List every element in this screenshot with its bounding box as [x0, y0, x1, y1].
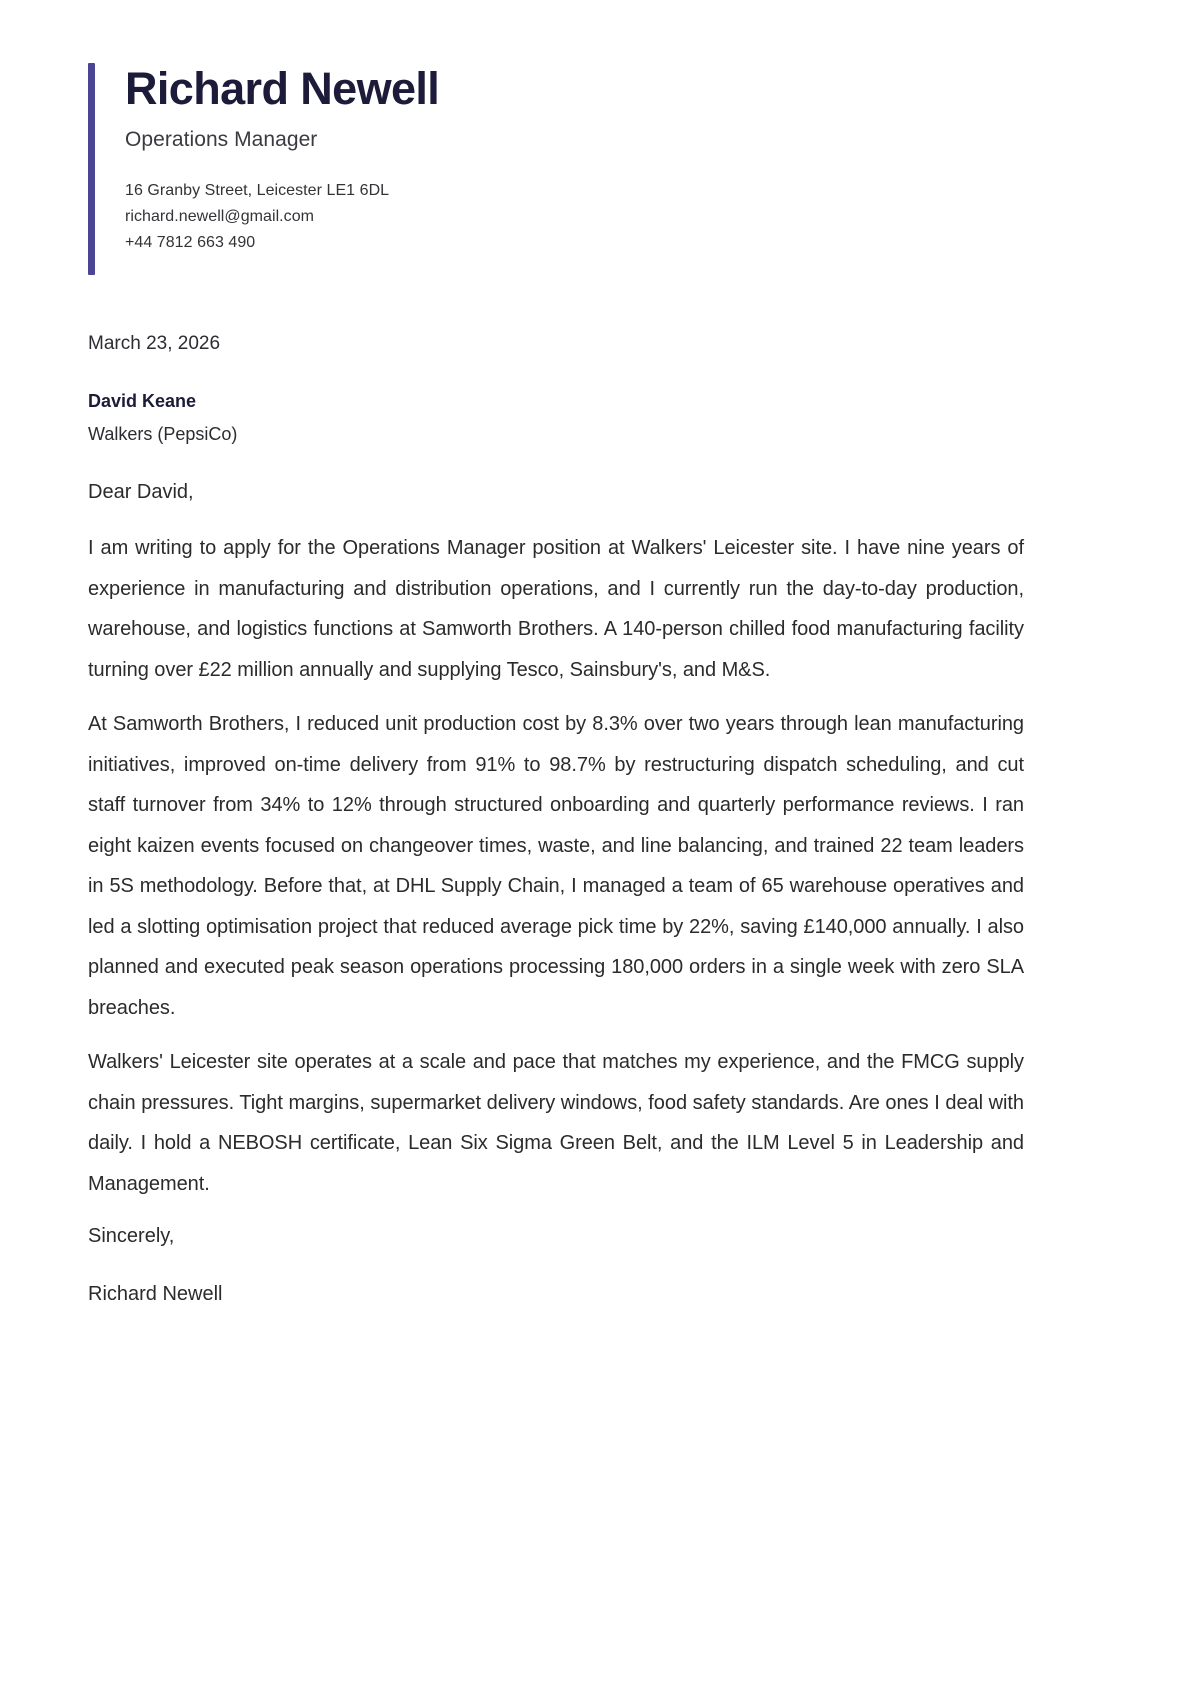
recipient-block [88, 388, 1048, 448]
body-paragraph: Walkers' Leicester site operates at a scale and pace that matches my experience, and the FMCG supply chain pressures. Tight margins, supermarket delivery windows, food safety standards. Are ones I deal with daily. I hold a NEBOSH certificate, Lean Six Sigma Green Belt, and the ILM Level 5 in Leadership and Management. [88, 1051, 1024, 1195]
recipient-name: David Keane [88, 391, 197, 411]
contact-email[interactable]: richard.newell@gmail.com [125, 208, 315, 225]
letter-meta [88, 330, 1048, 448]
accent-bar [88, 63, 95, 275]
body-paragraph: I am writing to apply for the Operations Manager position at Walkers' Leicester site. I have nine years of experience in manufacturing and distribution operations, and I currently run the day-to-day production, warehouse, and logistics functions at Samworth Brothers. A 140-person chilled food manufacturing facility turning over £22 million annually and supplying Tesco, Sainsbury's, and M&S. [88, 537, 1024, 681]
candidate-job-title: Operations Manager [125, 128, 318, 151]
contact-block [125, 178, 1048, 256]
body-paragraph: At Samworth Brothers, I reduced unit production cost by 8.3% over two years through lean manufacturing initiatives, improved on-time delivery from 91% to 98.7% by restructuring dispatch scheduling, and cut staff turnover from 34% to 12% through structured onboarding and quarterly performance reviews. I ran eight kaizen events focused on changeover times, waste, and line balancing, and trained 22 team leaders in 5S methodology. Before that, at DHL Supply Chain, I managed a team of 65 warehouse operatives and led a slotting optimisation project that reduced average pick time by 22%, saving £140,000 annually. I also planned and executed peak season operations processing 180,000 orders in a single week with zero SLA breaches. [88, 713, 1024, 1019]
letter-body [88, 476, 1024, 1310]
salutation: Dear David, [88, 481, 194, 503]
closing-line: Sincerely, [88, 1225, 175, 1247]
contact-phone[interactable]: +44 7812 663 490 [125, 234, 256, 251]
letter-date: March 23, 2026 [88, 333, 221, 354]
letter-header [88, 60, 1048, 256]
signature-name: Richard Newell [88, 1283, 223, 1305]
contact-address: 16 Granby Street, Leicester LE1 6DL [125, 182, 390, 199]
recipient-company: Walkers (PepsiCo) [88, 424, 238, 444]
candidate-name: Richard Newell [125, 63, 440, 114]
